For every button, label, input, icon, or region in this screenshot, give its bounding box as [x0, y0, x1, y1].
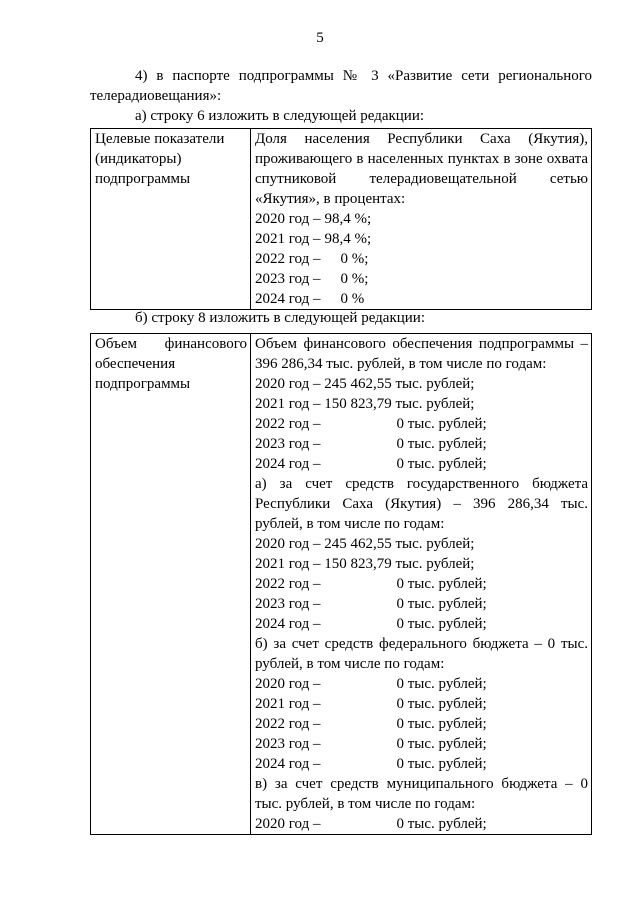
year-line: 2023 год – 0 тыс. рублей; — [255, 436, 487, 452]
instruction-row-6: а) строку 6 изложить в следующей редакции: — [135, 108, 425, 124]
year-line: 2021 год – 0 тыс. рублей; — [255, 696, 487, 712]
table-row — [91, 129, 592, 310]
intro-paragraph: 4) в паспорте подпрограммы № 3 «Развитие сети регионального телерадиовещания»: — [90, 68, 592, 104]
year-line: 2022 год – 0 тыс. рублей; — [255, 576, 487, 592]
passport-row-8-table — [90, 333, 592, 835]
financing-municipal-budget: в) за счет средств муниципального бюджета – 0 тыс. рублей, в том числе по годам: — [255, 776, 588, 812]
year-line: 2023 год – 0 %; — [255, 271, 369, 287]
row-6-description: Доля населения Республики Саха (Якутия), проживающего в населенных пунктах в зоне охвата спутниковой телерадиовещательной сетью «Якутия», в процентах: — [255, 131, 588, 207]
financing-state-budget: а) за счет средств государственного бюджета Республики Саха (Якутия) – 396 286,34 тыс. рублей, в том числе по годам: — [255, 476, 588, 532]
year-line: 2023 год – 0 тыс. рублей; — [255, 736, 487, 752]
row-6-content-cell — [251, 129, 592, 310]
year-line: 2024 год – 0 тыс. рублей; — [255, 616, 487, 632]
year-line: 2021 год – 98,4 %; — [255, 231, 372, 247]
year-line: 2021 год – 150 823,79 тыс. рублей; — [255, 396, 475, 412]
instruction-row-8: б) строку 8 изложить в следующей редакции: — [135, 310, 425, 326]
year-line: 2022 год – 0 тыс. рублей; — [255, 416, 487, 432]
year-line: 2023 год – 0 тыс. рублей; — [255, 596, 487, 612]
row-6-label: Целевые показатели (индикаторы) подпрограммы — [95, 131, 225, 187]
year-line: 2024 год – 0 тыс. рублей; — [255, 456, 487, 472]
page-number: 5 — [316, 30, 324, 46]
year-line: 2020 год – 98,4 %; — [255, 211, 372, 227]
year-line: 2020 год – 245 462,55 тыс. рублей; — [255, 536, 475, 552]
year-line: 2022 год – 0 тыс. рублей; — [255, 716, 487, 732]
year-line: 2024 год – 0 % — [255, 291, 365, 307]
row-8-label: Объем финансового обеспечения подпрограммы — [95, 336, 247, 392]
table-row — [91, 334, 592, 835]
year-line: 2022 год – 0 %; — [255, 251, 369, 267]
row-6-label-cell — [91, 129, 251, 310]
row-8-label-cell — [91, 334, 251, 835]
year-line: 2021 год – 150 823,79 тыс. рублей; — [255, 556, 475, 572]
financing-federal-budget: б) за счет средств федерального бюджета – 0 тыс. рублей, в том числе по годам: — [255, 636, 588, 672]
passport-row-6-table — [90, 128, 592, 310]
year-line: 2020 год – 0 тыс. рублей; — [255, 816, 487, 832]
financing-total: Объем финансового обеспечения подпрограммы – 396 286,34 тыс. рублей, в том числе по годам: — [255, 336, 588, 372]
year-line: 2020 год – 245 462,55 тыс. рублей; — [255, 376, 475, 392]
year-line: 2024 год – 0 тыс. рублей; — [255, 756, 487, 772]
year-line: 2020 год – 0 тыс. рублей; — [255, 676, 487, 692]
row-8-content-cell — [251, 334, 592, 835]
